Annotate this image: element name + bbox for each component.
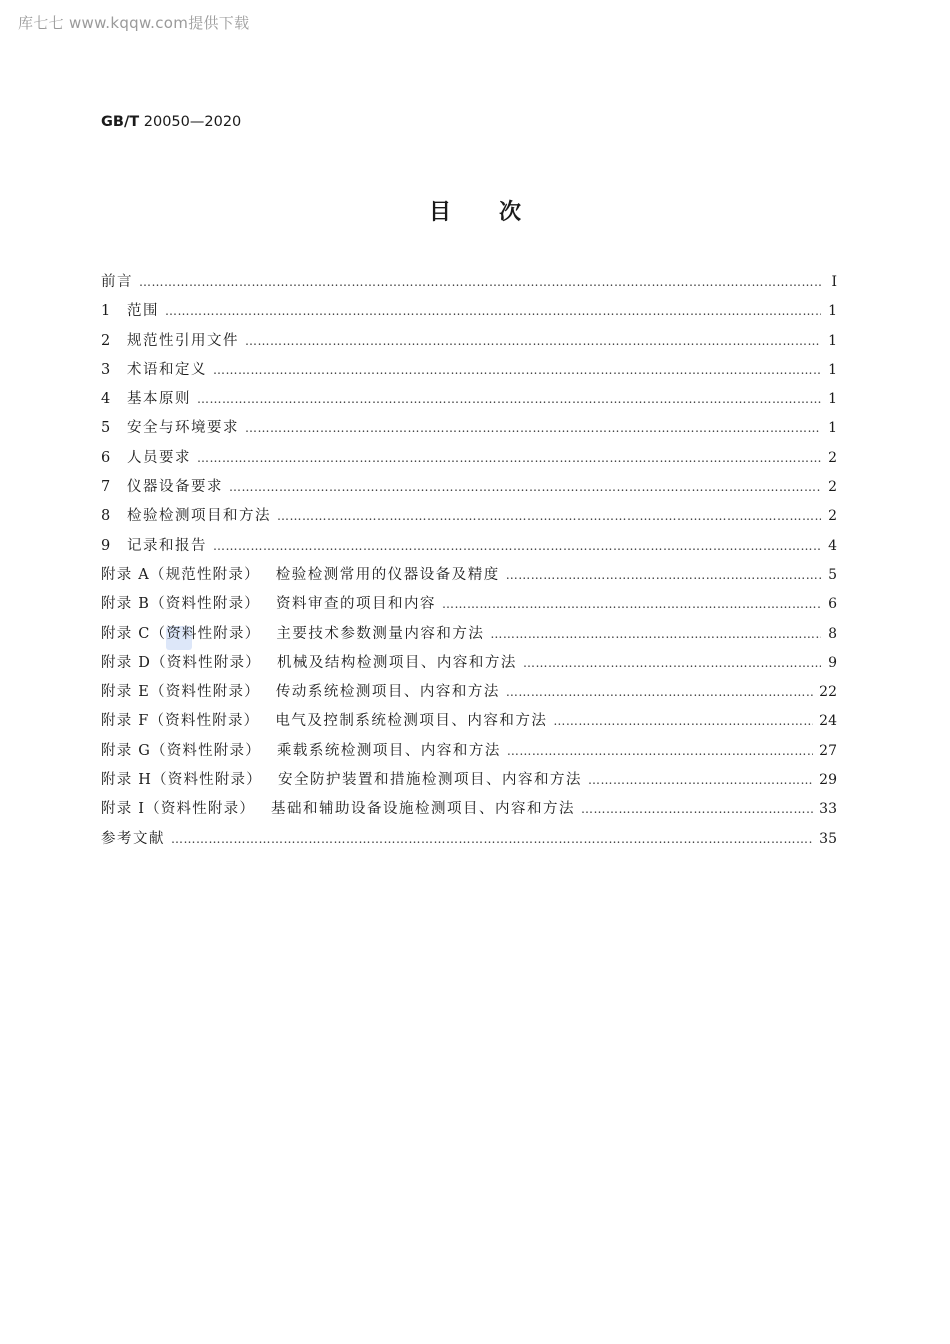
toc-entry-4[interactable]: [101, 387, 837, 416]
toc-entry-number: 6: [101, 449, 111, 466]
dot-leader: [197, 451, 821, 465]
appendix-designation: 附录 F（资料性附录）: [101, 713, 260, 730]
toc-page-number: 6: [828, 596, 837, 613]
dot-leader: [245, 334, 821, 348]
standard-code-number: 20050—2020: [143, 114, 242, 130]
appendix-title: 主要技术参数测量内容和方法: [276, 625, 485, 642]
toc-page-number: 2: [828, 479, 837, 496]
appendix-title: 检验检测常用的仪器设备及精度: [275, 566, 500, 583]
toc-page-number: 35: [819, 830, 837, 847]
toc-page-number: 33: [819, 801, 837, 818]
dot-leader: [245, 421, 821, 435]
appendix-title: 电气及控制系统检测项目、内容和方法: [275, 713, 548, 730]
appendix-title: 传动系统检测项目、内容和方法: [275, 684, 500, 701]
toc-page-number: 22: [819, 684, 837, 701]
dot-leader: [581, 802, 813, 816]
toc-entry-label: 规范性引用文件: [127, 332, 239, 349]
toc-page-number: 1: [828, 303, 837, 320]
toc-entry-8[interactable]: [101, 504, 837, 533]
dot-leader: [588, 773, 813, 787]
toc-entry-number: 1: [101, 303, 111, 320]
toc-entry-label: 范围: [127, 303, 159, 320]
table-of-contents: [101, 270, 837, 856]
toc-entry-label: 记录和报告: [127, 537, 207, 554]
appendix-designation: 附录 A（规范性附录）: [101, 566, 260, 583]
toc-page-number: 4: [828, 537, 837, 554]
dot-leader: [171, 832, 813, 846]
dot-leader: [553, 714, 813, 728]
toc-page-number: 29: [819, 772, 837, 789]
toc-appendix-f[interactable]: [101, 709, 837, 738]
appendix-title: 资料审查的项目和内容: [275, 596, 436, 613]
dot-leader: [442, 597, 821, 611]
toc-entry-number: 9: [101, 537, 111, 554]
toc-appendix-b[interactable]: [101, 592, 837, 621]
dot-leader: [506, 685, 813, 699]
dot-leader: [213, 363, 821, 377]
toc-entry-1[interactable]: [101, 299, 837, 328]
dot-leader: [523, 656, 821, 670]
toc-entry-label: 基本原则: [127, 391, 191, 408]
appendix-designation: 附录 B（资料性附录）: [101, 596, 260, 613]
appendix-designation: 附录 C（资料性附录）: [101, 625, 261, 642]
toc-page-number: 1: [828, 420, 837, 437]
toc-page-number: 9: [828, 654, 837, 671]
toc-entry-label: 人员要求: [127, 449, 191, 466]
appendix-designation: 附录 G（资料性附录）: [101, 742, 261, 759]
toc-entry-label: 安全与环境要求: [127, 420, 239, 437]
standard-code-prefix: GB/T: [101, 114, 140, 130]
toc-entry-label: 前言: [101, 274, 133, 290]
toc-entry-number: 4: [101, 391, 111, 408]
toc-entry-number: 2: [101, 332, 111, 349]
toc-entry-2[interactable]: [101, 329, 837, 358]
toc-entry-number: 3: [101, 361, 111, 378]
toc-page-number: 2: [828, 449, 837, 466]
appendix-designation: 附录 D（资料性附录）: [101, 654, 261, 671]
toc-appendix-c[interactable]: [101, 622, 837, 651]
toc-appendix-h[interactable]: [101, 768, 837, 797]
page-title: 目次: [428, 200, 569, 225]
toc-page-number: 2: [828, 508, 837, 525]
appendix-title: 机械及结构检测项目、内容和方法: [276, 654, 517, 671]
toc-entry-9[interactable]: [101, 534, 837, 563]
toc-page-number: 1: [828, 391, 837, 408]
dot-leader: [277, 509, 821, 523]
toc-appendix-a[interactable]: [101, 563, 837, 592]
standard-code: [101, 114, 241, 130]
toc-page-number: 1: [828, 361, 837, 378]
toc-entry-references[interactable]: [101, 827, 837, 856]
toc-entry-label: 术语和定义: [127, 361, 207, 378]
toc-appendix-e[interactable]: [101, 680, 837, 709]
appendix-title: 乘载系统检测项目、内容和方法: [276, 742, 501, 759]
toc-entry-label: 参考文献: [101, 830, 165, 847]
toc-page-number: 27: [819, 742, 837, 759]
toc-entry-number: 5: [101, 420, 111, 437]
appendix-designation: 附录 I（资料性附录）: [101, 801, 256, 818]
dot-leader: [197, 392, 821, 406]
toc-entry-6[interactable]: [101, 446, 837, 475]
toc-entry-7[interactable]: [101, 475, 837, 504]
toc-entry-number: 7: [101, 479, 111, 496]
appendix-designation: 附录 E（资料性附录）: [101, 684, 260, 701]
toc-entry-label: 检验检测项目和方法: [127, 508, 271, 525]
dot-leader: [165, 304, 821, 318]
appendix-designation: 附录 H（资料性附录）: [101, 772, 262, 789]
toc-entry-foreword[interactable]: [101, 270, 837, 299]
toc-page-number: 1: [828, 332, 837, 349]
toc-page-number: 5: [828, 566, 837, 583]
toc-appendix-d[interactable]: [101, 651, 837, 680]
watermark-text: 库七七 www.kqqw.com提供下载: [18, 14, 250, 32]
dot-leader: [139, 275, 821, 289]
appendix-title: 安全防护装置和措施检测项目、内容和方法: [277, 772, 582, 789]
toc-page-number: 8: [828, 625, 837, 642]
dot-leader: [507, 744, 813, 758]
dot-leader: [213, 539, 821, 553]
dot-leader: [490, 627, 821, 641]
toc-appendix-g[interactable]: [101, 739, 837, 768]
toc-entry-number: 8: [101, 508, 111, 525]
toc-entry-3[interactable]: [101, 358, 837, 387]
dot-leader: [506, 568, 821, 582]
toc-page-number: Ⅰ: [831, 274, 837, 290]
toc-page-number: 24: [819, 713, 837, 730]
appendix-title: 基础和辅助设备设施检测项目、内容和方法: [271, 801, 576, 818]
toc-entry-label: 仪器设备要求: [127, 479, 223, 496]
toc-appendix-i[interactable]: [101, 797, 837, 826]
dot-leader: [229, 480, 821, 494]
toc-entry-5[interactable]: [101, 416, 837, 445]
